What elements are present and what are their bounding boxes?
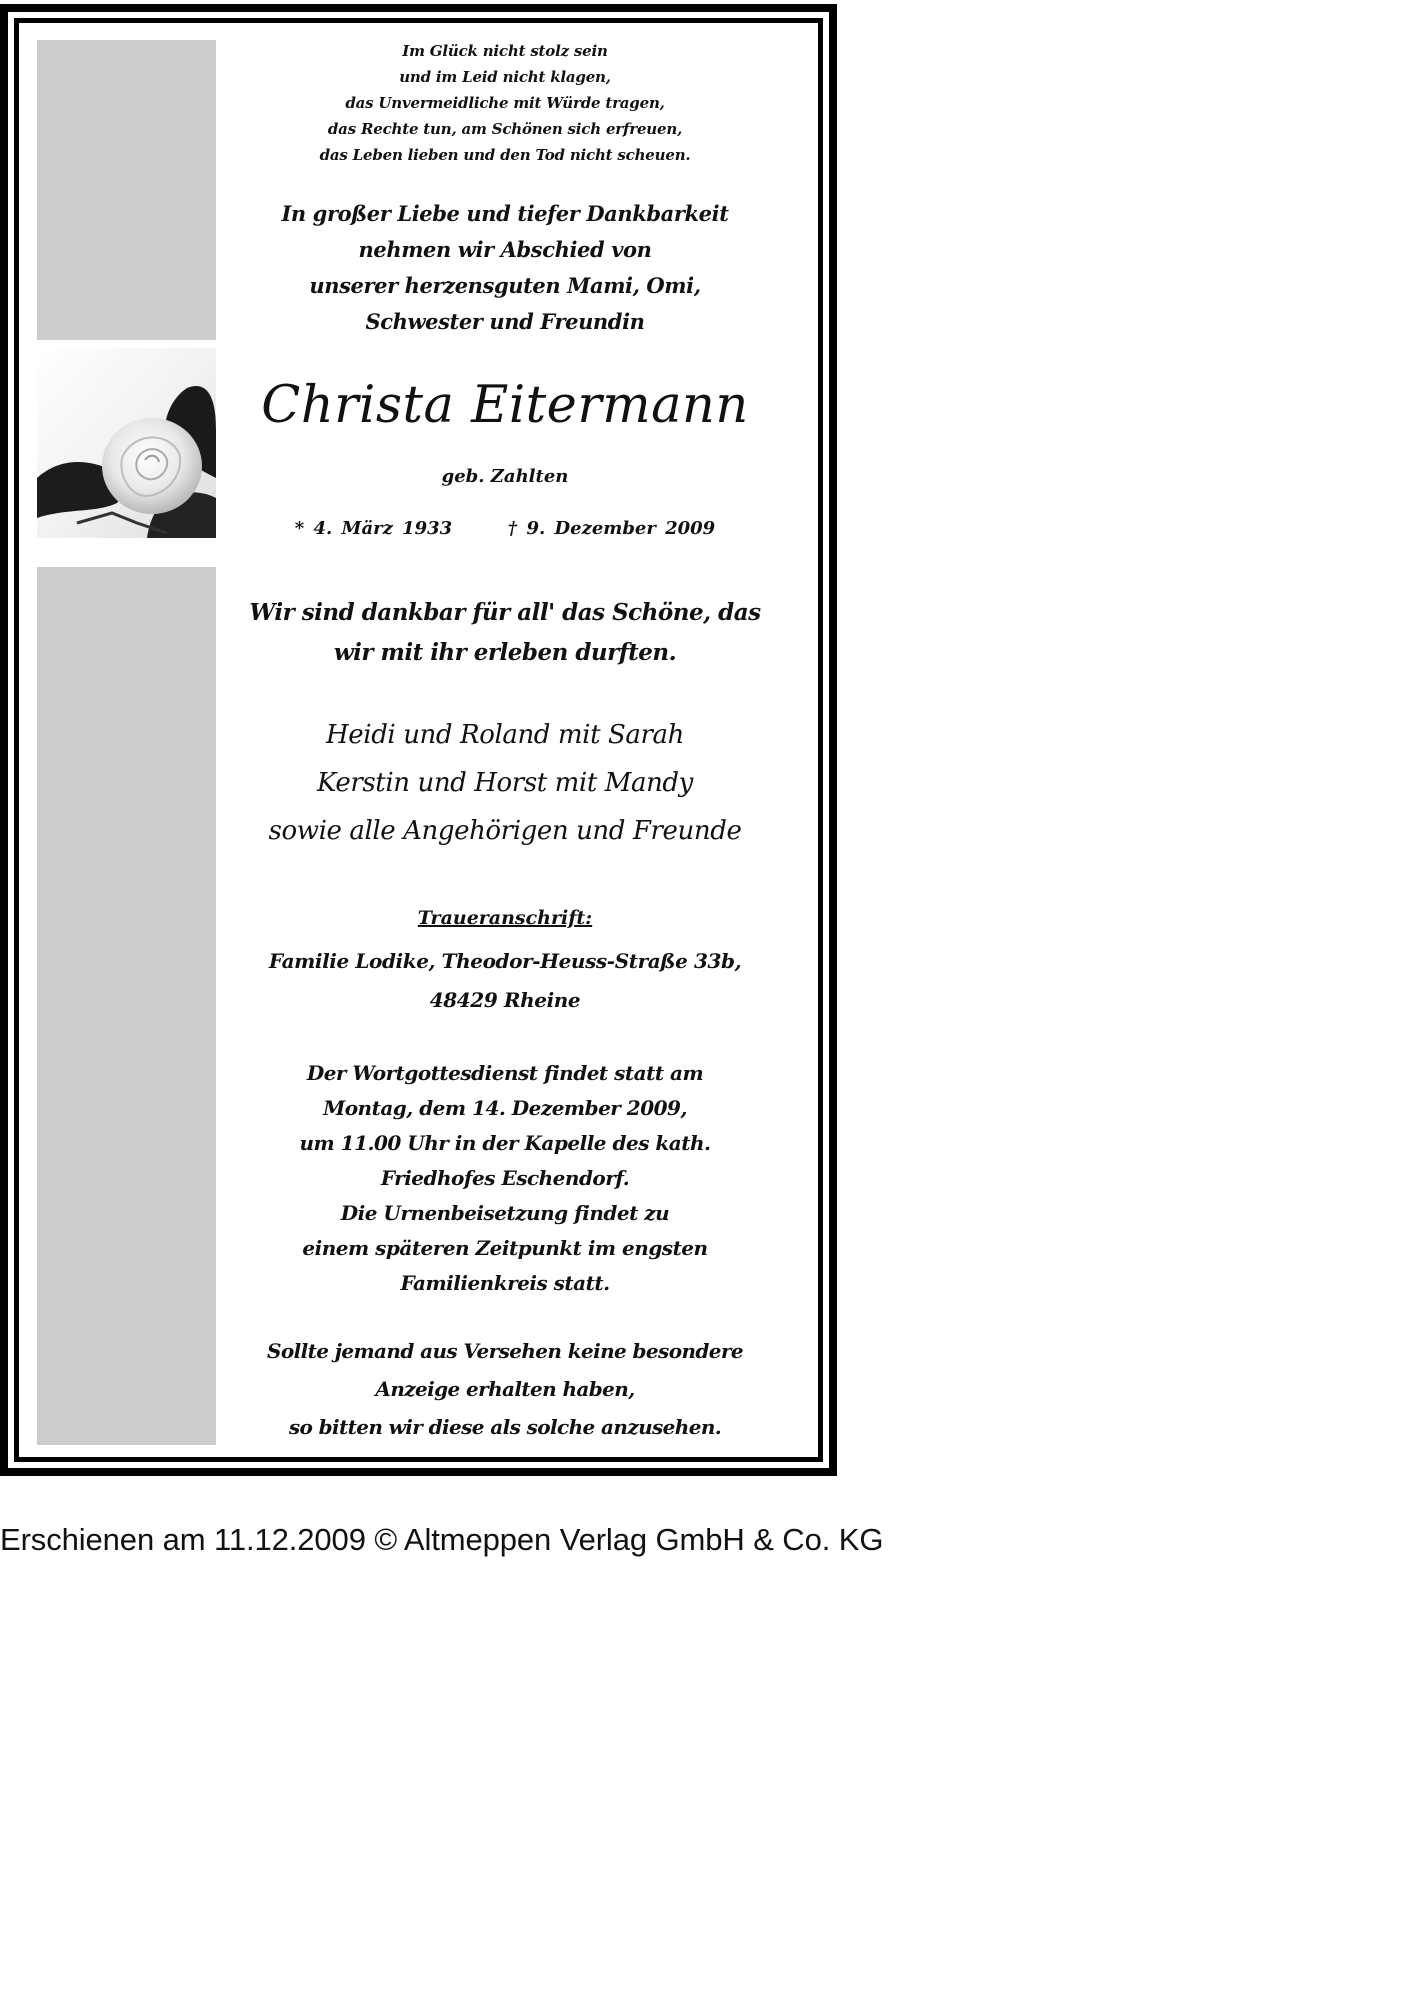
birth-name: geb. Zahlten [441, 466, 569, 487]
sidebar-top-panel [37, 40, 216, 340]
closing-notice: Sollte jemand aus Versehen keine besondere Anzeige erhalten haben, so bitten wir diese als solche anzusehen. [267, 1339, 743, 1439]
birth-date: * 4. März 1933 [294, 518, 453, 539]
life-dates [216, 513, 794, 545]
mourners-list: Heidi und Roland mit Sarah Kerstin und Horst mit Mandy sowie alle Angehörigen und Freunde [268, 720, 742, 846]
farewell-text: In großer Liebe und tiefer Dankbarkeit nehmen wir Abschied von unserer herzensguten Mami, Omi, Schwester und Freundin [281, 201, 729, 334]
thanks-text: Wir sind dankbar für all' das Schöne, das wir mit ihr erleben durften. [249, 599, 761, 666]
publication-footer: Erschienen am 11.12.2009 © Altmeppen Verlag GmbH & Co. KG [0, 1522, 884, 1557]
address-heading: Traueranschrift: [417, 907, 593, 929]
rose-image [37, 348, 216, 538]
service-details: Der Wortgottesdienst findet statt am Montag, dem 14. Dezember 2009, um 11.00 Uhr in der Kapelle des kath. Friedhofes Eschendorf. Die Urnenbeisetzung findet zu einem späteren Zeitpunkt im engsten Familienkreis statt. [299, 1061, 711, 1295]
sidebar-bottom-panel [37, 567, 216, 1445]
mourning-address: Familie Lodike, Theodor-Heuss-Straße 33b, 48429 Rheine [268, 949, 742, 1012]
death-date: † 9. Dezember 2009 [507, 518, 716, 539]
poem-verse: Im Glück nicht stolz sein und im Leid nicht klagen, das Unvermeidliche mit Würde tragen, das Rechte tun, am Schönen sich erfreuen, das Leben lieben und den Tod nicht scheuen. [319, 42, 691, 164]
deceased-name: Christa Eitermann [261, 376, 749, 435]
